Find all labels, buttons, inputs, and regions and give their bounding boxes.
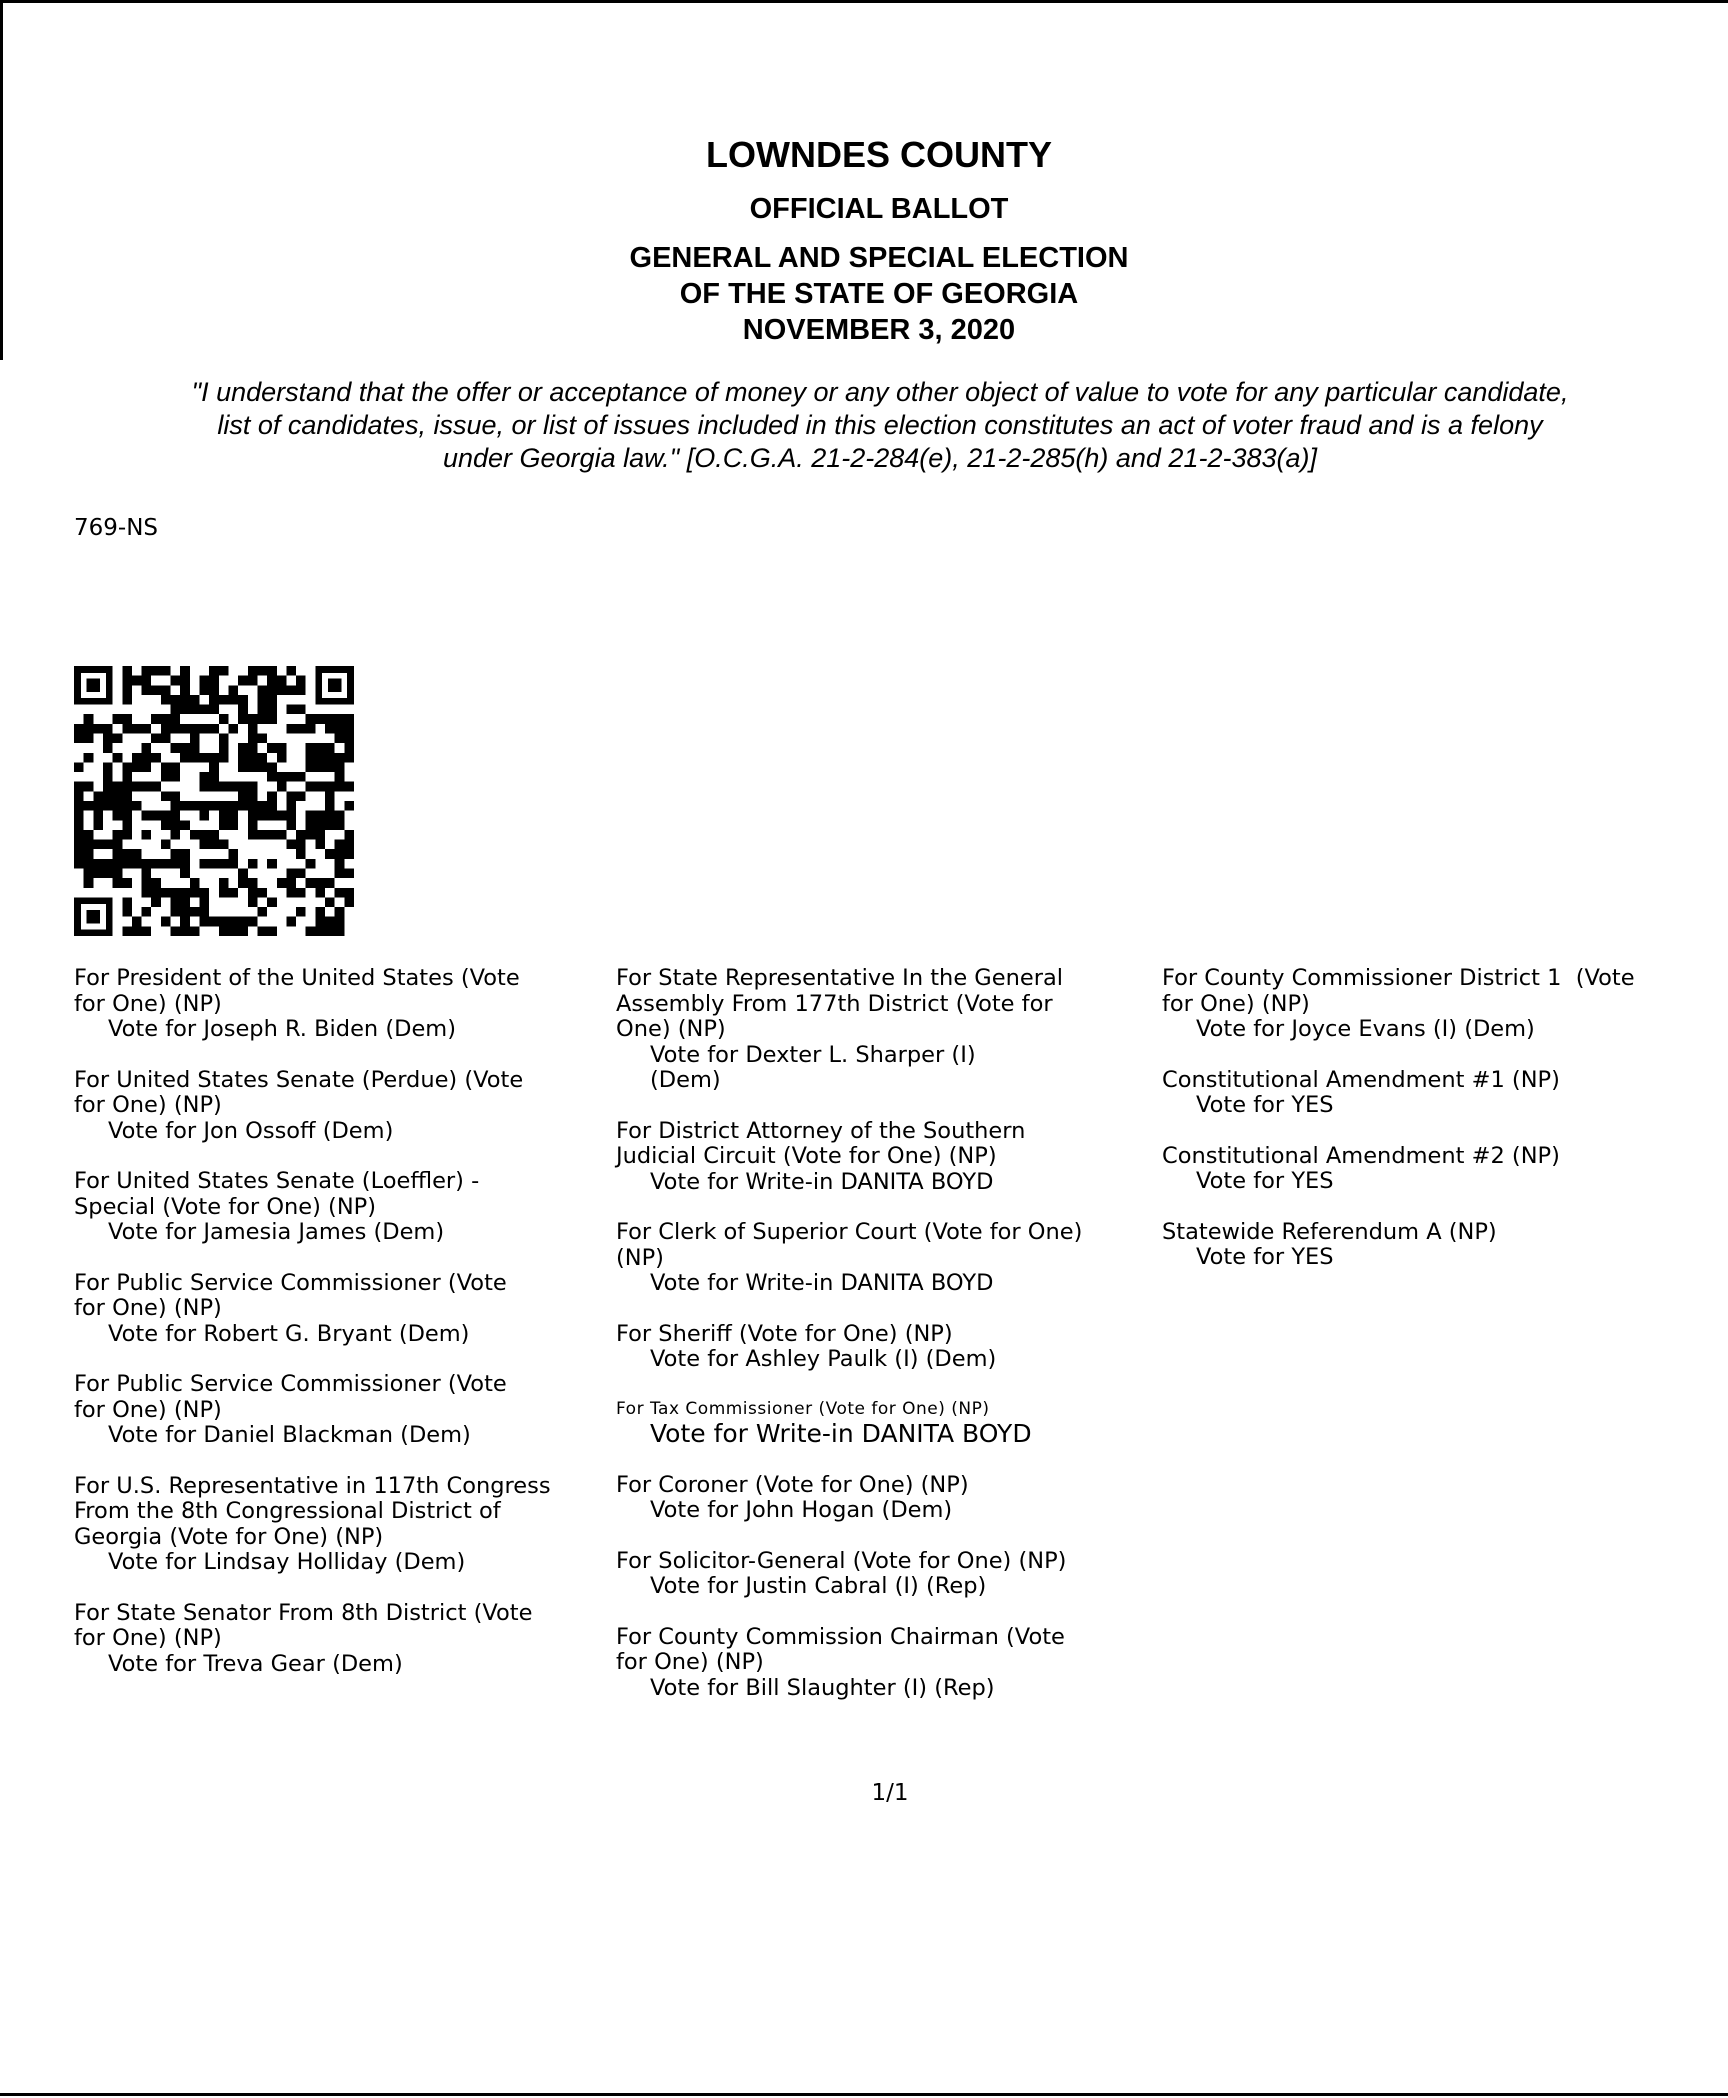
voter-fraud-notice — [60, 376, 1700, 475]
contest-choice: Vote for Justin Cabral (I) (Rep) — [650, 1573, 987, 1599]
contest-office: For Coroner (Vote for One) (NP) — [616, 1471, 969, 1498]
contest-item — [1162, 966, 1707, 1043]
contest-column-3 — [1162, 966, 1707, 1296]
contest-choice: Vote for Lindsay Holliday (Dem) — [108, 1549, 466, 1575]
contest-office: For Public Service Commissioner (Vote for One) (NP) — [74, 1269, 507, 1321]
contest-office: For U.S. Representative in 117th Congress From the 8th Congressional District of Georgia (Vote for One) (NP) — [74, 1472, 551, 1550]
contest-item — [1162, 1068, 1707, 1119]
contest-column-2 — [616, 966, 1156, 1726]
contest-choice: Vote for Write-in DANITA BOYD — [650, 1168, 994, 1195]
contest-office: Statewide Referendum A (NP) — [1162, 1218, 1497, 1245]
contest-item — [1162, 1144, 1707, 1195]
contest-choice: Vote for Daniel Blackman (Dem) — [108, 1422, 471, 1448]
contest-choice: Vote for John Hogan (Dem) — [650, 1497, 953, 1523]
contest-office: Constitutional Amendment #1 (NP) — [1162, 1066, 1560, 1093]
contest-choice: Vote for Robert G. Bryant (Dem) — [108, 1320, 470, 1347]
ballot-id: 769-NS — [74, 515, 159, 541]
contest-item — [616, 1220, 1156, 1297]
contest-item — [616, 1473, 1156, 1524]
page-border-top — [0, 0, 1728, 3]
contest-office: For United States Senate (Perdue) (Vote for One) (NP) — [74, 1066, 524, 1118]
contest-choice: Vote for Dexter L. Sharper (I) (Dem) — [650, 1041, 976, 1093]
contest-choice: Vote for Bill Slaughter (I) (Rep) — [650, 1674, 995, 1701]
contest-item — [616, 1398, 1156, 1448]
page-border-bottom — [0, 2093, 1728, 2096]
contest-item — [74, 1169, 614, 1246]
contest-choice: Vote for Jamesia James (Dem) — [108, 1219, 445, 1245]
contest-item — [74, 1372, 614, 1449]
contest-office: For District Attorney of the Southern Judicial Circuit (Vote for One) (NP) — [616, 1117, 1026, 1169]
contest-item — [616, 1119, 1156, 1196]
contest-choice: Vote for Ashley Paulk (I) (Dem) — [650, 1346, 997, 1372]
county-title: LOWNDES COUNTY — [706, 134, 1052, 175]
contest-office: For State Senator From 8th District (Vote for One) (NP) — [74, 1599, 533, 1651]
contest-item — [74, 1474, 614, 1576]
contest-office: For State Representative In the General Assembly From 177th District (Vote for One) (NP) — [616, 965, 1063, 1042]
contest-office: For County Commission Chairman (Vote for One) (NP) — [616, 1623, 1065, 1675]
notice-line-1: "I understand that the offer or acceptance of money or any other object of value to vote for any particular candidate, — [191, 377, 1569, 407]
election-date: NOVEMBER 3, 2020 — [742, 314, 1016, 346]
contest-item — [1162, 1220, 1707, 1271]
qr-code-icon — [74, 666, 354, 936]
contest-office: For Sheriff (Vote for One) (NP) — [616, 1320, 953, 1347]
contest-choice: Vote for YES — [1196, 1168, 1334, 1194]
contest-item — [74, 1271, 614, 1348]
contest-column-1 — [74, 966, 614, 1702]
contest-office: For Tax Commissioner (Vote for One) (NP) — [616, 1398, 990, 1419]
contest-item — [616, 1549, 1156, 1600]
contest-choice: Vote for Joseph R. Biden (Dem) — [108, 1016, 456, 1042]
notice-line-3: under Georgia law." [O.C.G.A. 21-2-284(e), 21-2-285(h) and 21-2-383(a)] — [442, 443, 1318, 473]
contest-choice: Vote for Jon Ossoff (Dem) — [108, 1117, 394, 1144]
contest-choice: Vote for Write-in DANITA BOYD — [650, 1270, 994, 1296]
contest-item — [74, 966, 614, 1043]
contest-item — [616, 966, 1156, 1094]
contest-office: For Solicitor-General (Vote for One) (NP) — [616, 1547, 1067, 1574]
ballot-header — [0, 132, 1728, 348]
contest-choice: Vote for YES — [1196, 1092, 1334, 1118]
contest-choice: Vote for YES — [1196, 1244, 1334, 1270]
contest-choice: Vote for Joyce Evans (I) (Dem) — [1196, 1016, 1535, 1042]
election-line-1: GENERAL AND SPECIAL ELECTION — [629, 242, 1129, 274]
election-line-2: OF THE STATE OF GEORGIA — [679, 278, 1079, 310]
contest-choice: Vote for Treva Gear (Dem) — [108, 1650, 403, 1677]
contest-item — [74, 1068, 614, 1145]
contest-office: For Public Service Commissioner (Vote for One) (NP) — [74, 1371, 507, 1423]
contest-office: For United States Senate (Loeffler) - Special (Vote for One) (NP) — [74, 1168, 480, 1220]
contest-choice: Vote for Write-in DANITA BOYD — [650, 1418, 1032, 1448]
contest-office: For Clerk of Superior Court (Vote for One) (NP) — [616, 1219, 1083, 1271]
contest-office: For President of the United States (Vote for One) (NP) — [74, 965, 520, 1017]
contest-item — [616, 1322, 1156, 1373]
ballot-type: OFFICIAL BALLOT — [749, 193, 1009, 225]
page-number: 1/1 — [871, 1780, 909, 1806]
contest-office: For County Commissioner District 1 (Vote for One) (NP) — [1162, 966, 1635, 1017]
contest-office: Constitutional Amendment #2 (NP) — [1162, 1142, 1560, 1169]
contest-item — [616, 1625, 1156, 1702]
notice-line-2: list of candidates, issue, or list of issues included in this election constitutes an act of voter fraud and is a felony — [217, 410, 1543, 440]
contest-item — [74, 1601, 614, 1678]
